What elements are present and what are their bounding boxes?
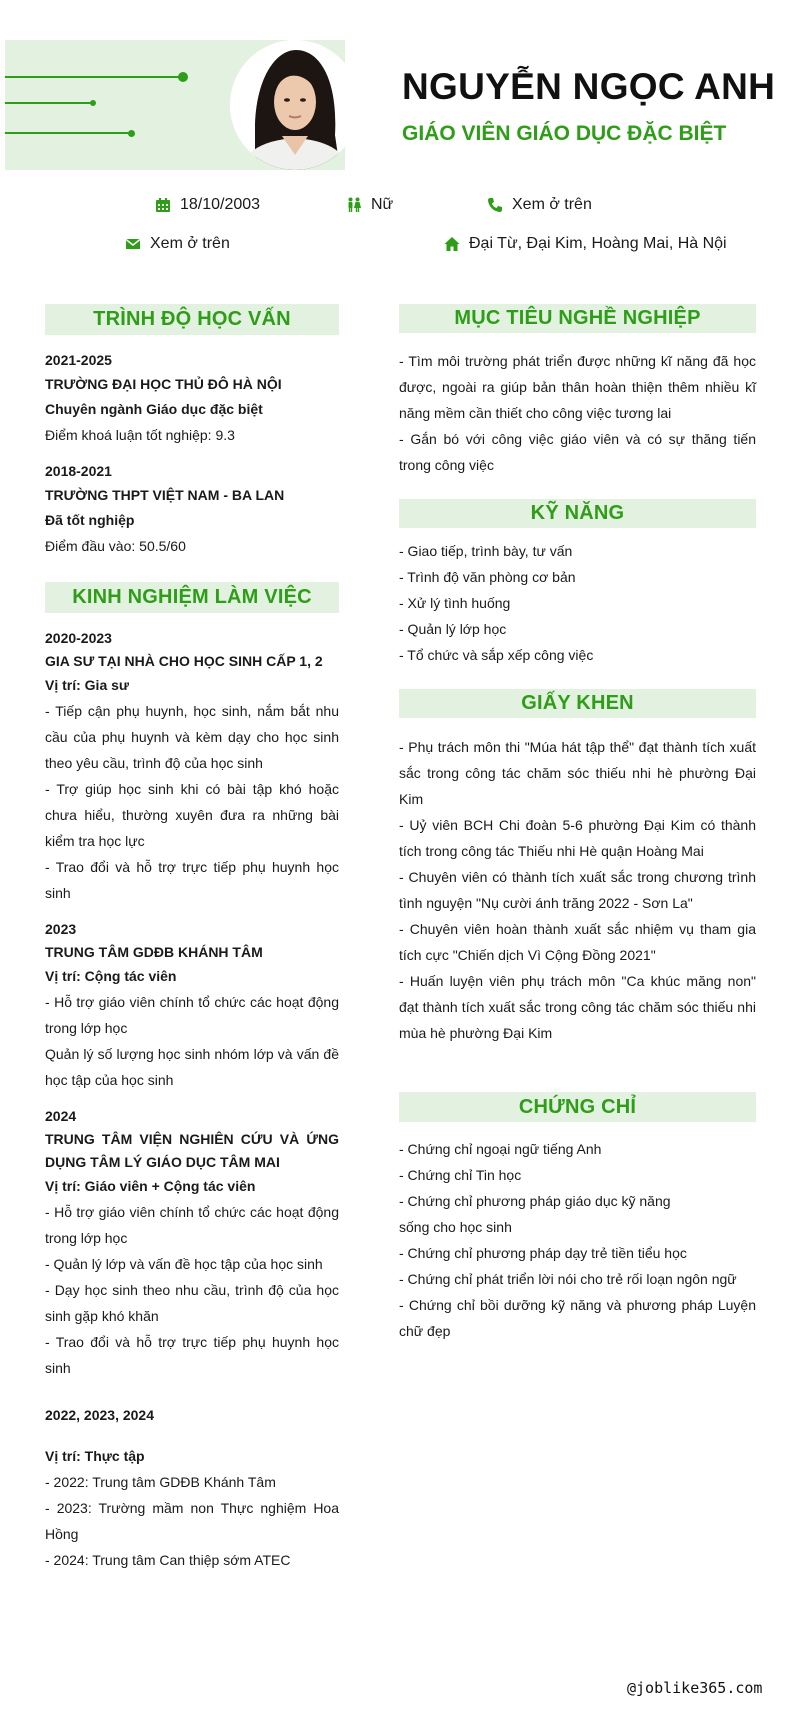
objective-heading: MỤC TIÊU NGHỀ NGHIỆP [399, 304, 756, 333]
skills-section [399, 538, 756, 668]
experience-item: - 2022: Trung tâm GDĐB Khánh Tâm [45, 1474, 276, 1490]
experience-org: TRUNG TÂM GDĐB KHÁNH TÂM [45, 944, 263, 960]
experience-item: - Hỗ trợ giáo viên chính tổ chức các hoạt động trong lớp học [45, 1204, 339, 1246]
certificate-item: - Chứng chỉ phương pháp giáo dục kỹ năng [399, 1193, 671, 1209]
experience-item: - Tiếp cận phụ huynh, học sinh, nắm bắt nhu cầu của phụ huynh và kèm dạy cho học sinh theo yêu cầu, trình độ của học sinh [45, 703, 339, 771]
experience-item: - 2023: Trường mầm non Thực nghiệm Hoa Hồng [45, 1500, 339, 1542]
experience-item: - Dạy học sinh theo nhu cầu, trình độ của học sinh gặp khó khăn [45, 1282, 339, 1324]
certificate-item: - Chứng chỉ ngoại ngữ tiếng Anh [399, 1141, 602, 1157]
skill-item: - Quản lý lớp học [399, 621, 507, 637]
award-item: - Phụ trách môn thi "Múa hát tập thể" đạt thành tích xuất sắc trong công tác chăm sóc thiếu nhi hè phường Đại Kim [399, 739, 756, 807]
education-years: 2021-2025 [45, 352, 112, 368]
experience-entry [45, 1404, 339, 1573]
calendar-icon [155, 197, 171, 213]
education-school: TRƯỜNG THPT VIỆT NAM - BA LAN [45, 487, 285, 503]
profile-photo [230, 40, 360, 170]
skill-item: - Giao tiếp, trình bày, tư vấn [399, 543, 573, 559]
decorative-dot [128, 130, 135, 137]
experience-role: Vị trí: Gia sư [45, 677, 130, 693]
envelope-icon [125, 236, 141, 252]
experience-org: GIA SƯ TẠI NHÀ CHO HỌC SINH CẤP 1, 2 [45, 653, 323, 669]
education-note: Điểm đầu vào: 50.5/60 [45, 538, 186, 554]
education-entry [45, 460, 339, 559]
education-school: TRƯỜNG ĐẠI HỌC THỦ ĐÔ HÀ NỘI [45, 376, 282, 392]
award-item: - Chuyên viên hoàn thành xuất sắc nhiệm vụ tham gia tích cực "Chiến dịch Vì Cộng Đồng 2021" [399, 921, 756, 963]
awards-heading: GIẤY KHEN [399, 689, 756, 718]
awards-section [399, 734, 756, 1046]
skills-heading: KỸ NĂNG [399, 499, 756, 528]
objective-item: - Tìm môi trường phát triển được những kĩ năng đã học được, ngoài ra giúp bản thân hoàn thiện thêm nhiều kĩ năng mềm cần thiết cho công việc tương lai [399, 353, 756, 421]
experience-org: TRUNG TÂM VIỆN NGHIÊN CỨU VÀ ỨNG DỤNG TÂM LÝ GIÁO DỤC TÂM MAI [45, 1131, 339, 1170]
experience-entry [45, 1105, 339, 1381]
award-item: - Chuyên viên có thành tích xuất sắc trong chương trình tình nguyện "Nụ cười ánh trăng 2022 - Sơn La" [399, 869, 756, 911]
contact-phone [487, 196, 592, 214]
certificates-heading: CHỨNG CHỈ [399, 1092, 756, 1122]
skill-item: - Trình độ văn phòng cơ bản [399, 569, 576, 585]
contact-gender [346, 196, 393, 214]
address-value: Đại Từ, Đại Kim, Hoàng Mai, Hà Nội [469, 235, 727, 252]
decorative-dot [90, 100, 96, 106]
certificate-item: sống cho học sinh [399, 1219, 512, 1235]
contact-email [125, 235, 230, 253]
home-icon [444, 236, 460, 252]
certificate-item: - Chứng chỉ Tin học [399, 1167, 522, 1183]
gender-value: Nữ [371, 196, 394, 213]
experience-item: - 2024: Trung tâm Can thiệp sớm ATEC [45, 1552, 291, 1568]
education-years: 2018-2021 [45, 463, 112, 479]
watermark: @joblike365.com [627, 1679, 763, 1697]
gender-icon [346, 197, 362, 213]
experience-years: 2024 [45, 1108, 77, 1124]
experience-item: - Trao đổi và hỗ trợ trực tiếp phụ huynh học sinh [45, 859, 339, 901]
certificate-item: - Chứng chỉ bồi dưỡng kỹ năng và phương pháp Luyện chữ đẹp [399, 1297, 756, 1339]
experience-section [45, 627, 339, 1573]
phone-icon [487, 197, 503, 213]
birthdate-value: 18/10/2003 [180, 196, 261, 213]
skill-item: - Tổ chức và sắp xếp công việc [399, 647, 594, 663]
education-note: Điểm khoá luận tốt nghiệp: 9.3 [45, 427, 235, 443]
skill-item: - Xử lý tình huống [399, 595, 511, 611]
certificates-section [399, 1136, 756, 1344]
decorative-line [5, 102, 92, 104]
job-title: GIÁO VIÊN GIÁO DỤC ĐẶC BIỆT [402, 122, 727, 145]
education-section [45, 349, 339, 559]
phone-value: Xem ở trên [512, 196, 592, 213]
certificate-item: - Chứng chỉ phương pháp dạy trẻ tiền tiểu học [399, 1245, 687, 1261]
experience-item: - Hỗ trợ giáo viên chính tổ chức các hoạt động trong lớp học [45, 994, 339, 1036]
education-detail: Đã tốt nghiệp [45, 512, 135, 528]
award-item: - Uỷ viên BCH Chi đoàn 5-6 phường Đại Kim có thành tích trong công tác Thiếu nhi Hè quận Hoàng Mai [399, 817, 756, 859]
experience-years: 2022, 2023, 2024 [45, 1407, 154, 1423]
decorative-line [5, 76, 183, 78]
experience-role: Vị trí: Cộng tác viên [45, 968, 177, 984]
education-entry [45, 349, 339, 448]
candidate-name: NGUYỄN NGỌC ANH [402, 66, 776, 107]
experience-years: 2020-2023 [45, 630, 112, 646]
education-detail: Chuyên ngành Giáo dục đặc biệt [45, 401, 263, 417]
experience-entry [45, 918, 339, 1093]
contact-address [444, 235, 727, 253]
decorative-dot [178, 72, 188, 82]
experience-item: - Quản lý lớp và vấn đề học tập của học sinh [45, 1256, 323, 1272]
experience-years: 2023 [45, 921, 77, 937]
experience-item: - Trợ giúp học sinh khi có bài tập khó hoặc chưa hiểu, thường xuyên đưa ra những bài kiểm tra học lực [45, 781, 339, 849]
experience-role: Vị trí: Giáo viên + Cộng tác viên [45, 1178, 256, 1194]
experience-heading: KINH NGHIỆM LÀM VIỆC [45, 582, 339, 613]
experience-role: Vị trí: Thực tập [45, 1448, 145, 1464]
experience-entry [45, 627, 339, 906]
decorative-line [5, 132, 131, 134]
contact-birthdate [155, 196, 260, 214]
experience-item: - Trao đổi và hỗ trợ trực tiếp phụ huynh học sinh [45, 1334, 339, 1376]
award-item: - Huấn luyện viên phụ trách môn "Ca khúc măng non" đạt thành tích xuất sắc trong công tác chăm sóc thiếu nhi mùa hè phường Đại Kim [399, 973, 756, 1041]
objective-section [399, 348, 756, 478]
email-value: Xem ở trên [150, 235, 230, 252]
education-heading: TRÌNH ĐỘ HỌC VẤN [45, 304, 339, 335]
experience-item: Quản lý số lượng học sinh nhóm lớp và vấn đề học tập của học sinh [45, 1046, 339, 1088]
objective-item: - Gắn bó với công việc giáo viên và có sự thăng tiến trong công việc [399, 431, 756, 473]
certificate-item: - Chứng chỉ phát triển lời nói cho trẻ rối loạn ngôn ngữ [399, 1271, 737, 1287]
